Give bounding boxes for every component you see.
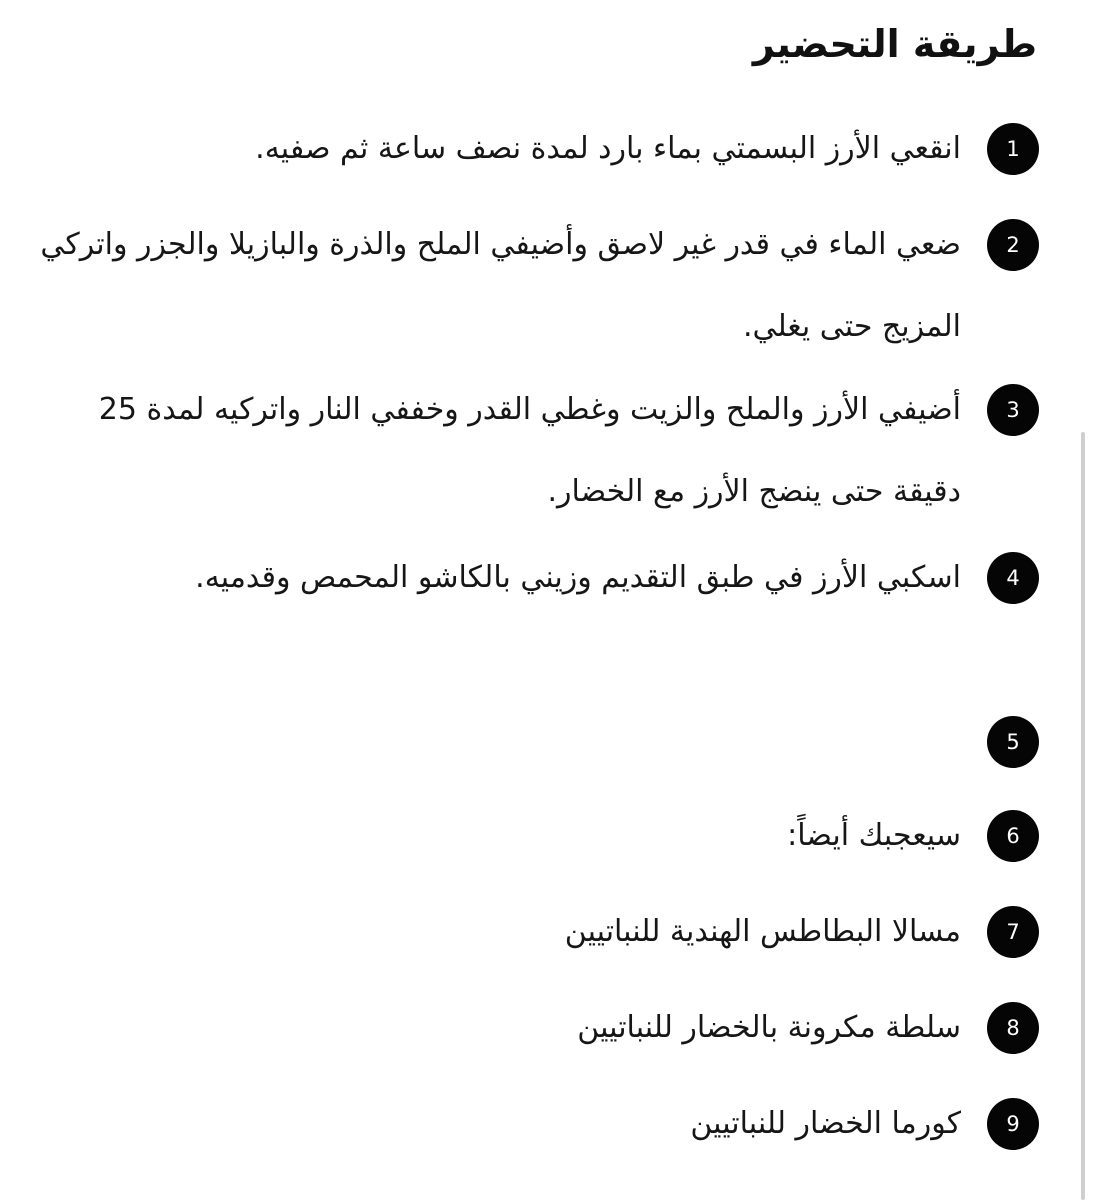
step-item bbox=[39, 219, 1039, 368]
related-recipe-link[interactable]: سلطة مكرونة بالخضار للنباتيين bbox=[577, 1010, 961, 1045]
vertical-scrollbar[interactable] bbox=[1081, 432, 1085, 1200]
step-number-badge: 7 bbox=[987, 906, 1039, 958]
step-item bbox=[39, 1002, 1039, 1069]
step-item bbox=[39, 384, 1039, 533]
step-item bbox=[39, 1098, 1039, 1165]
step-number-badge: 4 bbox=[987, 552, 1039, 604]
step-text: سيعجبك أيضاً: bbox=[787, 818, 961, 853]
step-text: اسكبي الأرز في طبق التقديم وزيني بالكاشو المحمص وقدميه. bbox=[195, 560, 961, 595]
step-text: أضيفي الأرز والملح والزيت وغطي القدر وخففي النار واتركيه لمدة 25 دقيقة حتى ينضج الأرز مع الخضار. bbox=[98, 392, 961, 509]
step-item bbox=[39, 552, 1039, 619]
step-number-badge: 9 bbox=[987, 1098, 1039, 1150]
step-item bbox=[39, 716, 1039, 768]
step-item bbox=[39, 906, 1039, 973]
step-number-badge: 1 bbox=[987, 123, 1039, 175]
step-number-badge: 5 bbox=[987, 716, 1039, 768]
step-number-badge: 2 bbox=[987, 219, 1039, 271]
related-recipe-link[interactable]: كورما الخضار للنباتيين bbox=[690, 1106, 961, 1141]
step-number-badge: 6 bbox=[987, 810, 1039, 862]
step-number-badge: 3 bbox=[987, 384, 1039, 436]
step-item bbox=[39, 123, 1039, 190]
step-text: انقعي الأرز البسمتي بماء بارد لمدة نصف ساعة ثم صفيه. bbox=[255, 131, 961, 166]
section-title: طريقة التحضير bbox=[752, 22, 1037, 66]
step-text: ضعي الماء في قدر غير لاصق وأضيفي الملح والذرة والبازيلا والجزر واتركي المزيج حتى يغلي. bbox=[40, 227, 961, 344]
step-number-badge: 8 bbox=[987, 1002, 1039, 1054]
related-recipe-link[interactable]: مسالا البطاطس الهندية للنباتيين bbox=[564, 914, 961, 949]
step-item bbox=[39, 810, 1039, 877]
